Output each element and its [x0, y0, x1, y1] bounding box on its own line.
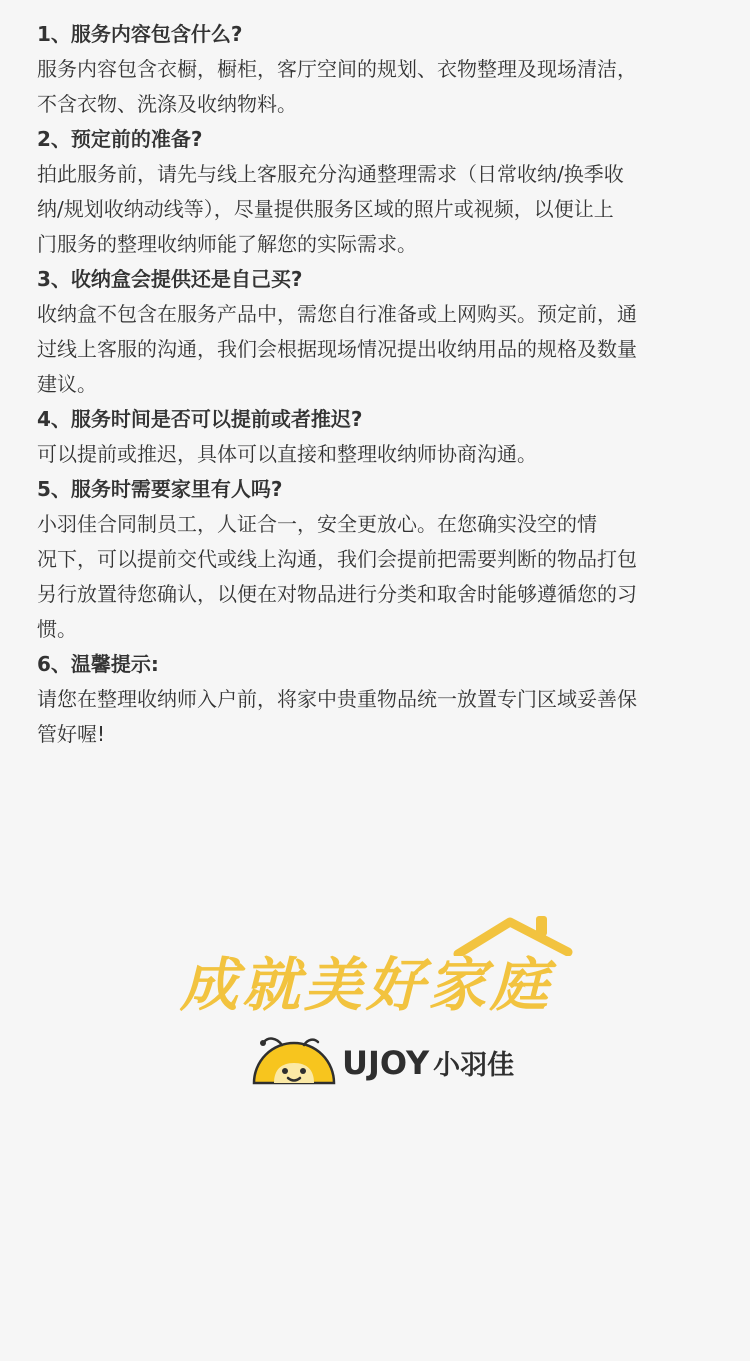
answer-line: 管好喔! [37, 722, 106, 746]
faq-item-6 [37, 647, 717, 752]
answer-line: 惯。 [37, 617, 77, 641]
answer-line: 拍此服务前，请先与线上客服充分沟通整理需求（日常收纳/换季收 [37, 162, 624, 186]
answer-line: 门服务的整理收纳师能了解您的实际需求。 [37, 232, 417, 256]
faq-question: 6、温馨提示: [37, 652, 159, 676]
faq-answer [37, 157, 717, 262]
faq-item-1 [37, 17, 717, 122]
answer-line: 另行放置待您确认，以便在对物品进行分类和取舍时能够遵循您的习 [37, 582, 637, 606]
faq-item-4 [37, 402, 717, 472]
faq-answer [37, 507, 717, 647]
bee-mascot-icon [252, 1033, 336, 1085]
faq-question: 5、服务时需要家里有人吗? [37, 477, 283, 501]
answer-line: 请您在整理收纳师入户前，将家中贵重物品统一放置专门区域妥善保 [37, 687, 637, 711]
faq-question: 3、收纳盒会提供还是自己买? [37, 267, 303, 291]
faq-section [37, 17, 717, 752]
answer-line: 建议。 [37, 372, 97, 396]
brand-logo [252, 1033, 532, 1085]
faq-item-3 [37, 262, 717, 402]
faq-answer [37, 52, 717, 122]
faq-answer [37, 297, 717, 402]
answer-line: 小羽佳合同制员工，人证合一，安全更放心。在您确实没空的情 [37, 512, 597, 536]
slogan-logo [178, 916, 578, 1026]
answer-line: 纳/规划收纳动线等），尽量提供服务区域的照片或视频，以便让上 [37, 197, 614, 221]
slogan-text: 成就美好家庭 [180, 951, 553, 1019]
faq-question: 2、预定前的准备? [37, 127, 203, 151]
faq-item-2 [37, 122, 717, 262]
faq-question: 4、服务时间是否可以提前或者推迟? [37, 407, 363, 431]
answer-line: 不含衣物、洗涤及收纳物料。 [37, 92, 297, 116]
faq-answer [37, 437, 717, 472]
faq-answer [37, 682, 717, 752]
answer-line: 服务内容包含衣橱，橱柜，客厅空间的规划、衣物整理及现场清洁， [37, 57, 637, 81]
answer-line: 过线上客服的沟通，我们会根据现场情况提出收纳用品的规格及数量 [37, 337, 637, 361]
answer-line: 可以提前或推迟，具体可以直接和整理收纳师协商沟通。 [37, 442, 537, 466]
brand-name-en: UJOY [342, 1044, 430, 1082]
brand-name [342, 1043, 514, 1086]
answer-line: 况下，可以提前交代或线上沟通，我们会提前把需要判断的物品打包 [37, 547, 637, 571]
answer-line: 收纳盒不包含在服务产品中，需您自行准备或上网购买。预定前，通 [37, 302, 637, 326]
brand-name-cn: 小羽佳 [433, 1050, 515, 1081]
faq-item-5 [37, 472, 717, 647]
faq-question: 1、服务内容包含什么? [37, 22, 243, 46]
